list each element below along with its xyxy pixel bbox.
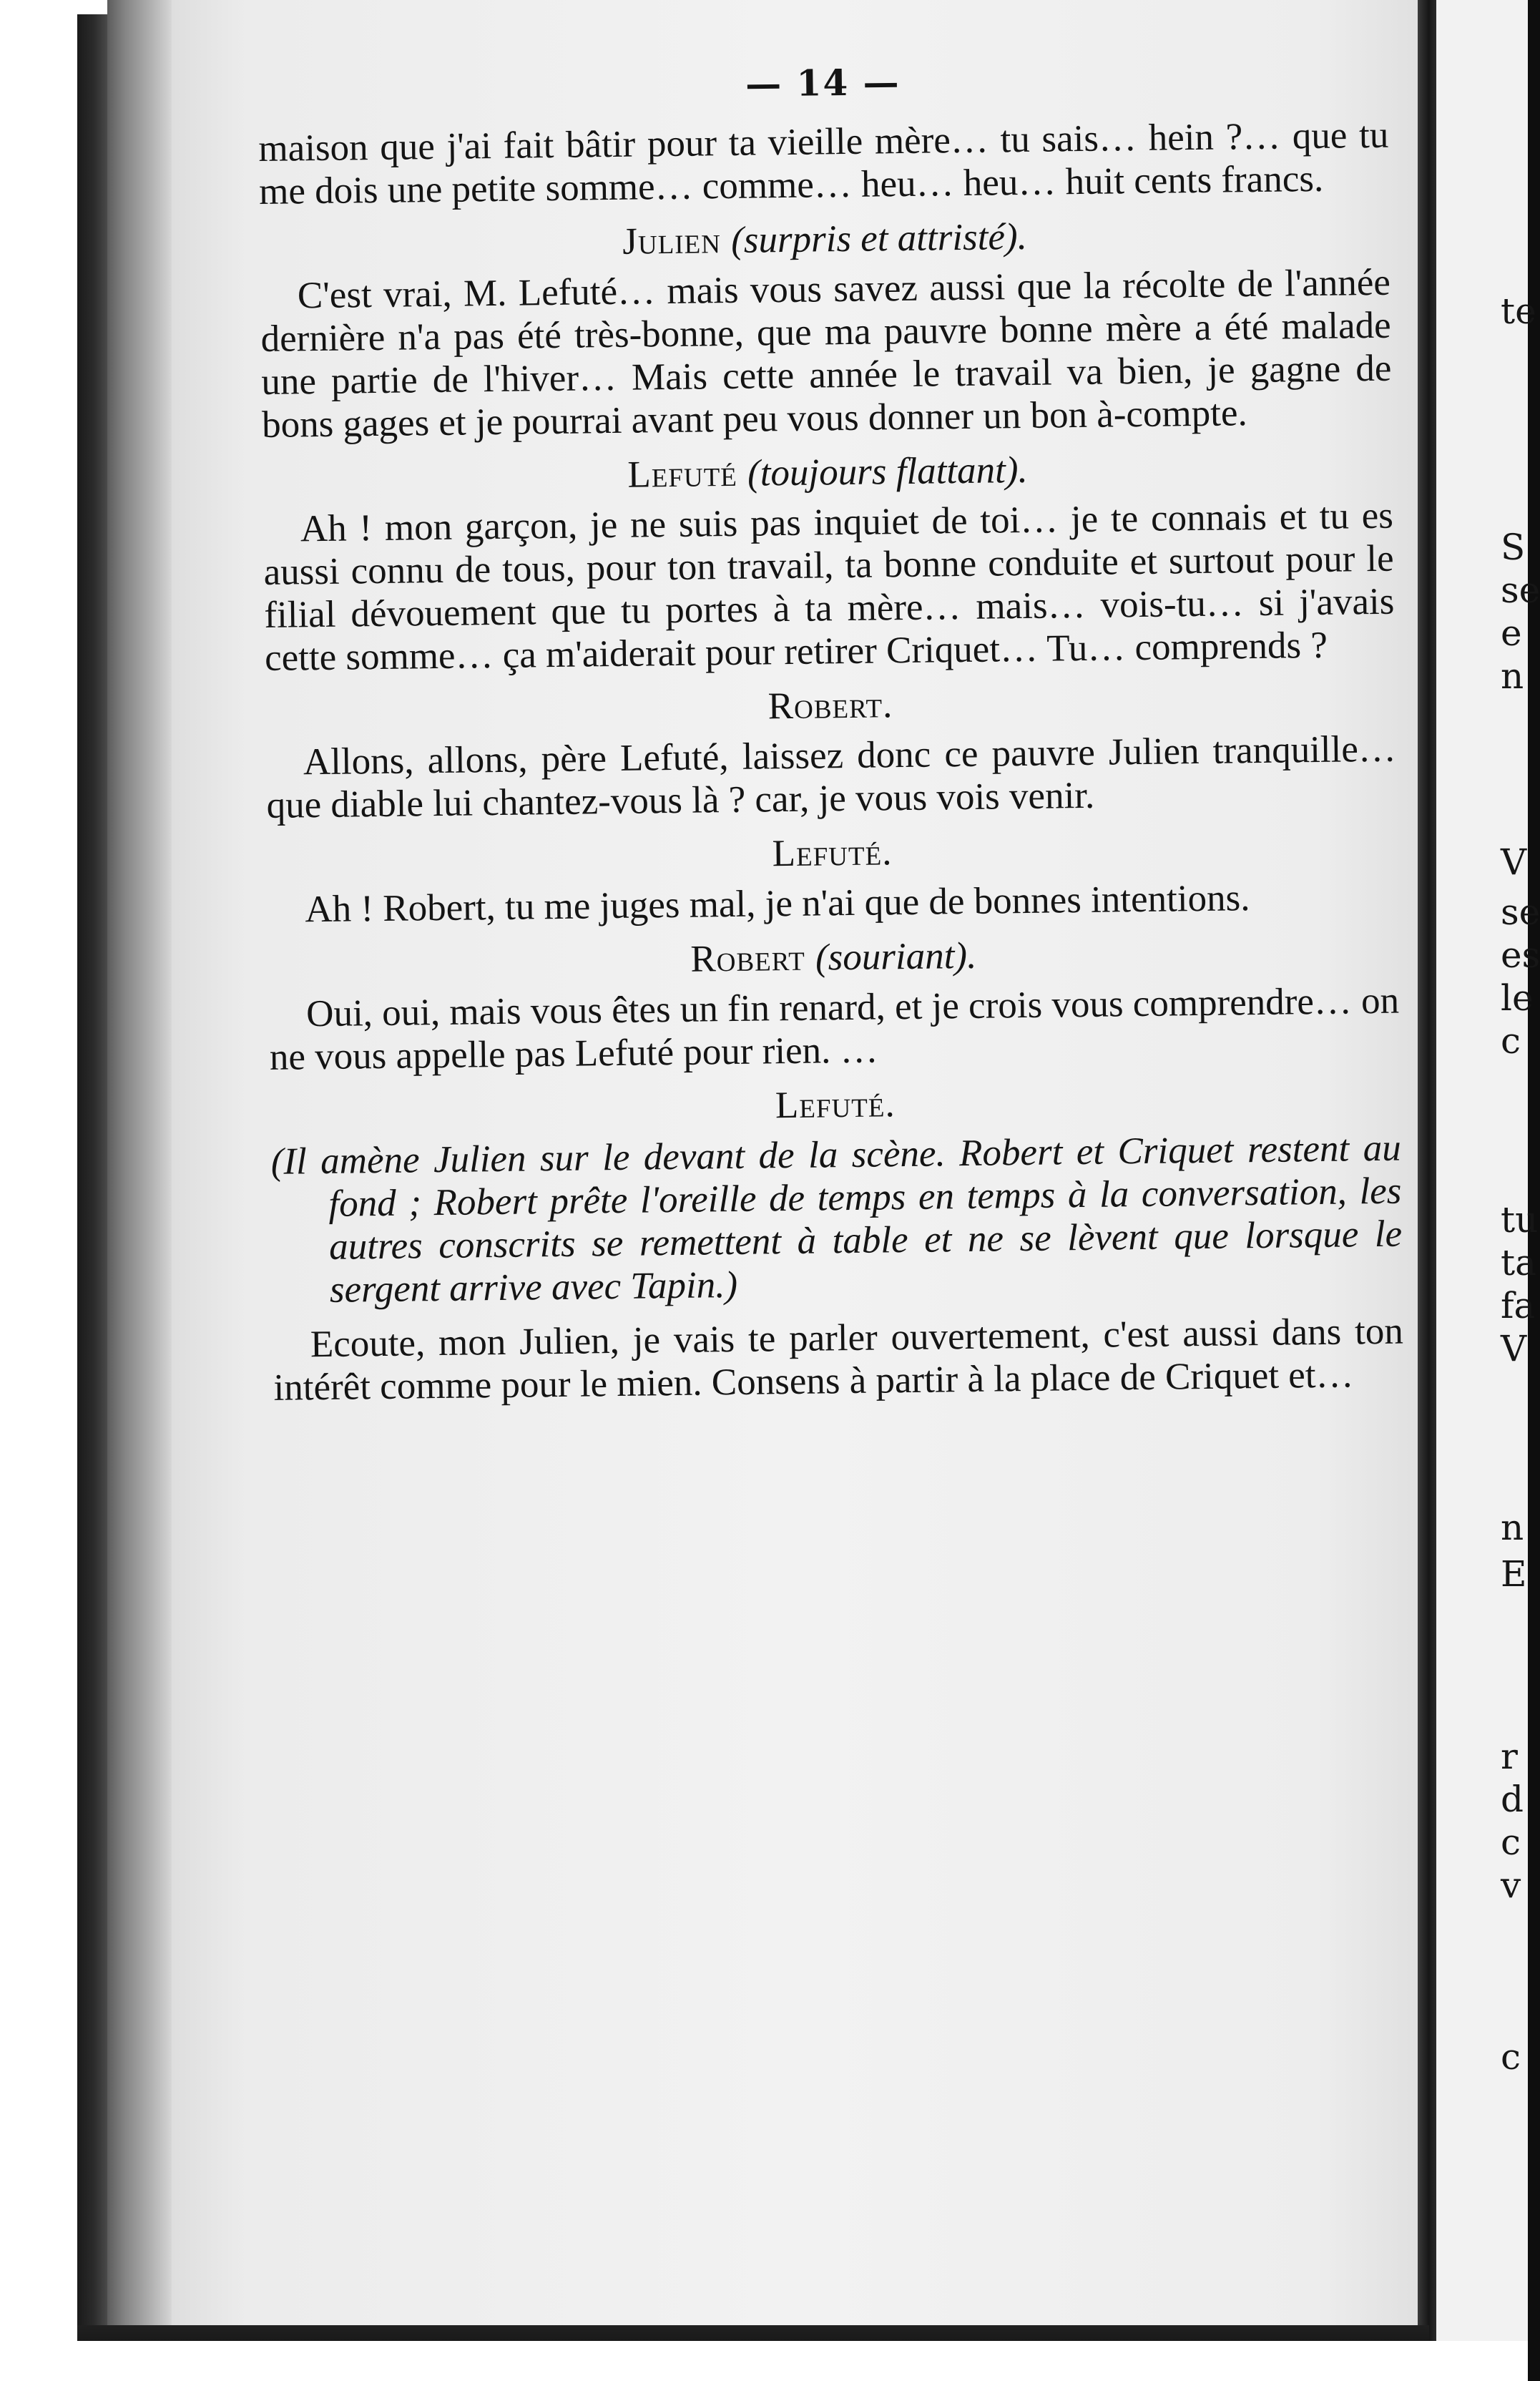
facing-page-fragment: S xyxy=(1501,527,1526,568)
stage-direction: (toujours flattant). xyxy=(747,449,1029,494)
facing-page-fragment: fa xyxy=(1501,1285,1536,1326)
facing-page-fragment: c xyxy=(1501,1822,1521,1863)
facing-page-fragment: r xyxy=(1501,1736,1518,1777)
speaker-name: Lefuté. xyxy=(772,831,893,875)
speech-paragraph: Ecoute, mon Julien, je vais te parler ouvertement, c'est aussi dans ton intérêt comme pour le mien. Consens à partir à la place de Criquet et… xyxy=(273,1310,1404,1409)
facing-page xyxy=(1436,0,1540,2341)
facing-page-fragment: E xyxy=(1501,1553,1527,1595)
speech-paragraph: Allons, allons, père Lefuté, laissez donc ce pauvre Julien tranquille…que diable lui chantez-vous là ? car, je vous vois venir. xyxy=(266,728,1397,826)
facing-page-fragment: se xyxy=(1501,891,1540,933)
stage-direction-paragraph: (Il amène Julien sur le devant de la scène. Robert et Criquet restent au fond ; Robert prête l'oreille de temps en temps à la conversation, les autres conscrits se remettent à table et ne se lèvent que lorsque le sergent arrive avec Tapin.) xyxy=(270,1127,1403,1311)
book-edge-shadow xyxy=(77,14,107,2325)
speaker-heading xyxy=(263,444,1393,501)
speaker-name: Lefuté. xyxy=(775,1083,896,1127)
facing-page-fragment: tu xyxy=(1501,1199,1539,1241)
speech-paragraph: Ah ! mon garçon, je ne suis pas inquiet de toi… je te connais et tu es aussi connu de tous, pour ton travail, ta bonne conduite et surtout pour le filial dévouement que tu portes à ta mère… mais… vois-tu… si j'avais cette somme… ça m'aiderait pour retirer Criquet… Tu… comprends ? xyxy=(263,494,1395,679)
speaker-heading xyxy=(270,1077,1401,1133)
facing-page-fragment: V xyxy=(1501,841,1527,883)
facing-page-fragment: v xyxy=(1501,1864,1521,1906)
facing-page-fragment: c xyxy=(1501,2036,1521,2078)
speaker-name: Julien xyxy=(622,220,722,263)
speaker-heading xyxy=(265,678,1396,734)
page-number: — 14 — xyxy=(745,61,901,105)
speaker-name: Lefuté xyxy=(627,452,738,496)
page-text xyxy=(258,51,1404,1421)
facing-page-fragment: es xyxy=(1501,934,1540,976)
speaker-name: Robert xyxy=(690,937,806,980)
facing-page-fragment: n xyxy=(1501,655,1524,697)
stage-direction: (surpris et attristé). xyxy=(730,215,1028,261)
speaker-name: Robert. xyxy=(767,684,893,728)
scan-margin xyxy=(0,0,77,2381)
speech-paragraph: Oui, oui, mais vous êtes un fin renard, et je crois vous comprendre… on ne vous appelle pas Lefuté pour rien. … xyxy=(269,979,1400,1078)
page-gutter xyxy=(107,0,179,2325)
facing-page-fragment: se xyxy=(1501,569,1540,611)
facing-page-fragment: d xyxy=(1501,1779,1524,1820)
speaker-heading xyxy=(267,825,1398,881)
scan-margin xyxy=(0,2341,1528,2381)
speech-paragraph: C'est vrai, M. Lefuté… mais vous savez aussi que la récolte de l'année dernière n'a pas été très-bonne, que ma pauvre bonne mère a été malade une partie de l'hiver… Mais cette année le travail va bien, je gagne de bons gages et je pourrai avant peu vous donner un bon à-compte. xyxy=(260,261,1392,446)
book-bottom-shadow xyxy=(77,2325,1429,2341)
speech-paragraph: maison que j'ai fait bâtir pour ta vieille mère… tu sais… hein ?… que tu me dois une petite somme… comme… heu… heu… huit cents francs. xyxy=(258,114,1389,212)
speaker-heading xyxy=(268,929,1399,986)
page-divider xyxy=(1418,0,1436,2341)
facing-page-fragment: ta xyxy=(1501,1242,1536,1284)
facing-page-fragment: n xyxy=(1501,1507,1524,1548)
speech-paragraph: Ah ! Robert, tu me juges mal, je n'ai que de bonnes intentions. xyxy=(305,877,1250,931)
stage-direction: (souriant). xyxy=(815,934,977,979)
facing-page-fragment: e xyxy=(1501,612,1522,654)
speaker-heading xyxy=(260,211,1391,268)
facing-page-fragment: V xyxy=(1501,1328,1527,1369)
facing-page-fragment: c xyxy=(1501,1020,1521,1062)
facing-page-fragment: te xyxy=(1501,290,1536,332)
facing-page-fragment: le xyxy=(1501,977,1534,1019)
